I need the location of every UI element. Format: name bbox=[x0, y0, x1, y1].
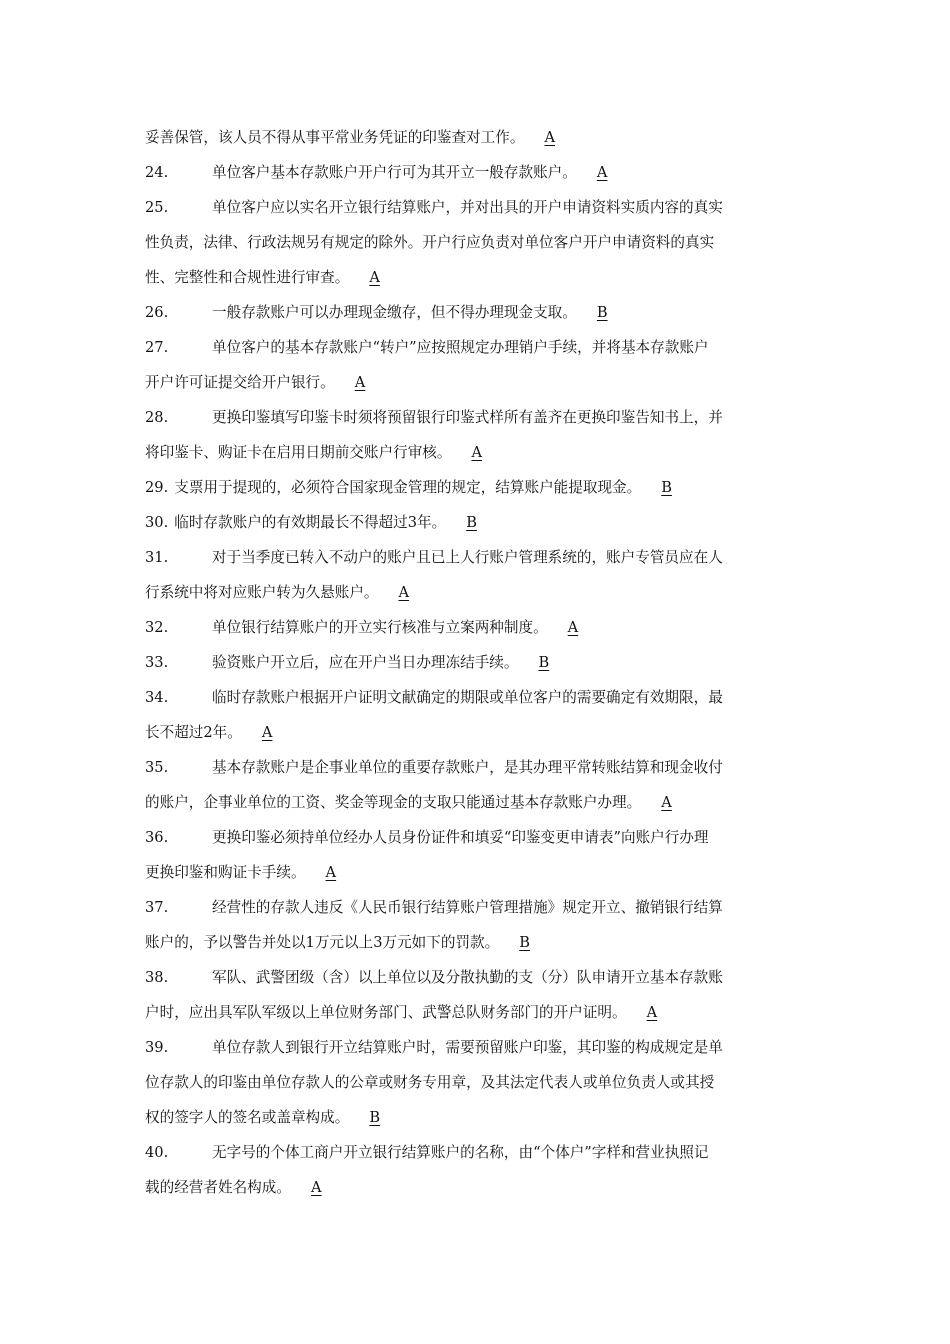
question-text: 临时存款账户根据开户证明文献确定的期限或单位客户的需要确定有效期限，最 bbox=[212, 689, 723, 706]
question-text: 更换印鉴和购证卡手续。 bbox=[145, 864, 306, 881]
question-number: 27. bbox=[145, 339, 169, 356]
text-line bbox=[145, 928, 805, 963]
question-number: 30. bbox=[145, 514, 169, 531]
question-number: 31. bbox=[145, 549, 169, 566]
question-text: 临时存款账户的有效期最长不得超过3年。 bbox=[174, 514, 447, 531]
question-text: 基本存款账户是企事业单位的重要存款账户，是其办理平常转账结算和现金收付 bbox=[212, 759, 723, 776]
question-text: 长不超过2年。 bbox=[145, 724, 242, 741]
question-number: 40. bbox=[145, 1144, 169, 1161]
text-line bbox=[145, 1033, 805, 1068]
question-text: 对于当季度已转入不动户的账户且已上人行账户管理系统的，账户专管员应在人 bbox=[212, 549, 723, 566]
question-number: 34. bbox=[145, 689, 169, 706]
text-line bbox=[145, 193, 805, 228]
answer-blank: A bbox=[544, 129, 555, 146]
answer-blank: A bbox=[661, 794, 672, 811]
text-line bbox=[145, 438, 805, 473]
question-text: 无字号的个体工商户开立银行结算账户的名称，由“个体户”字样和营业执照记 bbox=[212, 1144, 709, 1161]
text-line bbox=[145, 333, 805, 368]
text-line bbox=[145, 998, 805, 1033]
question-number: 33. bbox=[145, 654, 169, 671]
question-text: 一般存款账户可以办理现金缴存，但不得办理现金支取。 bbox=[212, 304, 577, 321]
question-text: 军队、武警团级（含）以上单位以及分散执勤的支（分）队申请开立基本存款账 bbox=[212, 969, 723, 986]
question-text: 性负责，法律、行政法规另有规定的除外。开户行应负责对单位客户开户申请资料的真实 bbox=[145, 234, 715, 251]
text-line bbox=[145, 858, 805, 893]
text-line bbox=[145, 473, 805, 508]
text-line bbox=[145, 403, 805, 438]
answer-blank: B bbox=[519, 934, 530, 951]
text-line bbox=[145, 543, 805, 578]
question-text: 单位银行结算账户的开立实行核准与立案两种制度。 bbox=[212, 619, 548, 636]
answer-blank: A bbox=[471, 444, 483, 461]
question-text: 经营性的存款人违反《人民币银行结算账户管理措施》规定开立、撤销银行结算 bbox=[212, 899, 723, 916]
question-text: 单位存款人到银行开立结算账户时，需要预留账户印鉴，其印鉴的构成规定是单 bbox=[212, 1039, 723, 1056]
question-text: 将印鉴卡、购证卡在启用日期前交账户行审核。 bbox=[145, 444, 452, 461]
text-line bbox=[145, 753, 805, 788]
question-number: 36. bbox=[145, 829, 169, 846]
answer-blank: B bbox=[369, 1109, 381, 1126]
question-number: 24. bbox=[145, 164, 169, 181]
text-line bbox=[145, 508, 805, 543]
question-text: 开户许可证提交给开户银行。 bbox=[145, 374, 335, 391]
question-text: 更换印鉴必须持单位经办人员身份证件和填妥“印鉴变更申请表”向账户行办理 bbox=[212, 829, 709, 846]
question-text: 位存款人的印鉴由单位存款人的公章或财务专用章，及其法定代表人或单位负责人或其授 bbox=[145, 1074, 715, 1091]
answer-blank: B bbox=[661, 479, 672, 496]
question-number: 26. bbox=[145, 304, 169, 321]
text-line bbox=[145, 1173, 805, 1208]
text-line bbox=[145, 298, 805, 333]
text-line bbox=[145, 123, 805, 158]
question-text: 户时，应出具军队军级以上单位财务部门、武警总队财务部门的开户证明。 bbox=[145, 1004, 627, 1021]
question-text: 的账户，企事业单位的工资、奖金等现金的支取只能通过基本存款账户办理。 bbox=[145, 794, 642, 811]
question-list bbox=[145, 123, 805, 1208]
text-line bbox=[145, 263, 805, 298]
question-number: 32. bbox=[145, 619, 169, 636]
question-number: 39. bbox=[145, 1039, 169, 1056]
text-line bbox=[145, 788, 805, 823]
question-number: 25. bbox=[145, 199, 169, 216]
answer-blank: A bbox=[398, 584, 410, 601]
answer-blank: A bbox=[596, 164, 608, 181]
answer-blank: A bbox=[567, 619, 579, 636]
answer-blank: B bbox=[538, 654, 550, 671]
question-text: 妥善保管，该人员不得从事平常业务凭证的印鉴查对工作。 bbox=[145, 129, 525, 146]
question-text: 验资账户开立后，应在开户当日办理冻结手续。 bbox=[212, 654, 519, 671]
answer-blank: A bbox=[310, 1179, 322, 1196]
question-text: 行系统中将对应账户转为久悬账户。 bbox=[145, 584, 379, 601]
answer-blank: A bbox=[646, 1004, 658, 1021]
question-number: 29. bbox=[145, 479, 169, 496]
question-text: 单位客户的基本存款账户“转户”应按照规定办理销户手续，并将基本存款账户 bbox=[212, 339, 709, 356]
text-line bbox=[145, 613, 805, 648]
answer-blank: A bbox=[369, 269, 380, 286]
text-line bbox=[145, 1103, 805, 1138]
question-text: 载的经营者姓名构成。 bbox=[145, 1179, 291, 1196]
answer-blank: A bbox=[261, 724, 273, 741]
question-text: 单位客户基本存款账户开户行可为其开立一般存款账户。 bbox=[212, 164, 577, 181]
question-number: 28. bbox=[145, 409, 169, 426]
text-line bbox=[145, 1068, 805, 1103]
text-line bbox=[145, 963, 805, 998]
answer-blank: B bbox=[466, 514, 477, 531]
question-text: 账户的，予以警告并处以1万元以上3万元如下的罚款。 bbox=[145, 934, 500, 951]
question-text: 更换印鉴填写印鉴卡时须将预留银行印鉴式样所有盖齐在更换印鉴告知书上，并 bbox=[212, 409, 723, 426]
text-line bbox=[145, 683, 805, 718]
question-text: 性、完整性和合规性进行审查。 bbox=[145, 269, 350, 286]
question-number: 35. bbox=[145, 759, 169, 776]
question-text: 权的签字人的签名或盖章构成。 bbox=[145, 1109, 350, 1126]
text-line bbox=[145, 368, 805, 403]
text-line bbox=[145, 823, 805, 858]
question-text: 单位客户应以实名开立银行结算账户，并对出具的开户申请资料实质内容的真实 bbox=[212, 199, 723, 216]
answer-blank: B bbox=[596, 304, 608, 321]
answer-blank: A bbox=[354, 374, 366, 391]
text-line bbox=[145, 578, 805, 613]
text-line bbox=[145, 158, 805, 193]
text-line bbox=[145, 718, 805, 753]
text-line bbox=[145, 1138, 805, 1173]
question-number: 37. bbox=[145, 899, 169, 916]
question-text: 支票用于提现的，必须符合国家现金管理的规定，结算账户能提取现金。 bbox=[174, 479, 642, 496]
text-line bbox=[145, 893, 805, 928]
text-line bbox=[145, 648, 805, 683]
answer-blank: A bbox=[325, 864, 337, 881]
question-number: 38. bbox=[145, 969, 169, 986]
text-line bbox=[145, 228, 805, 263]
